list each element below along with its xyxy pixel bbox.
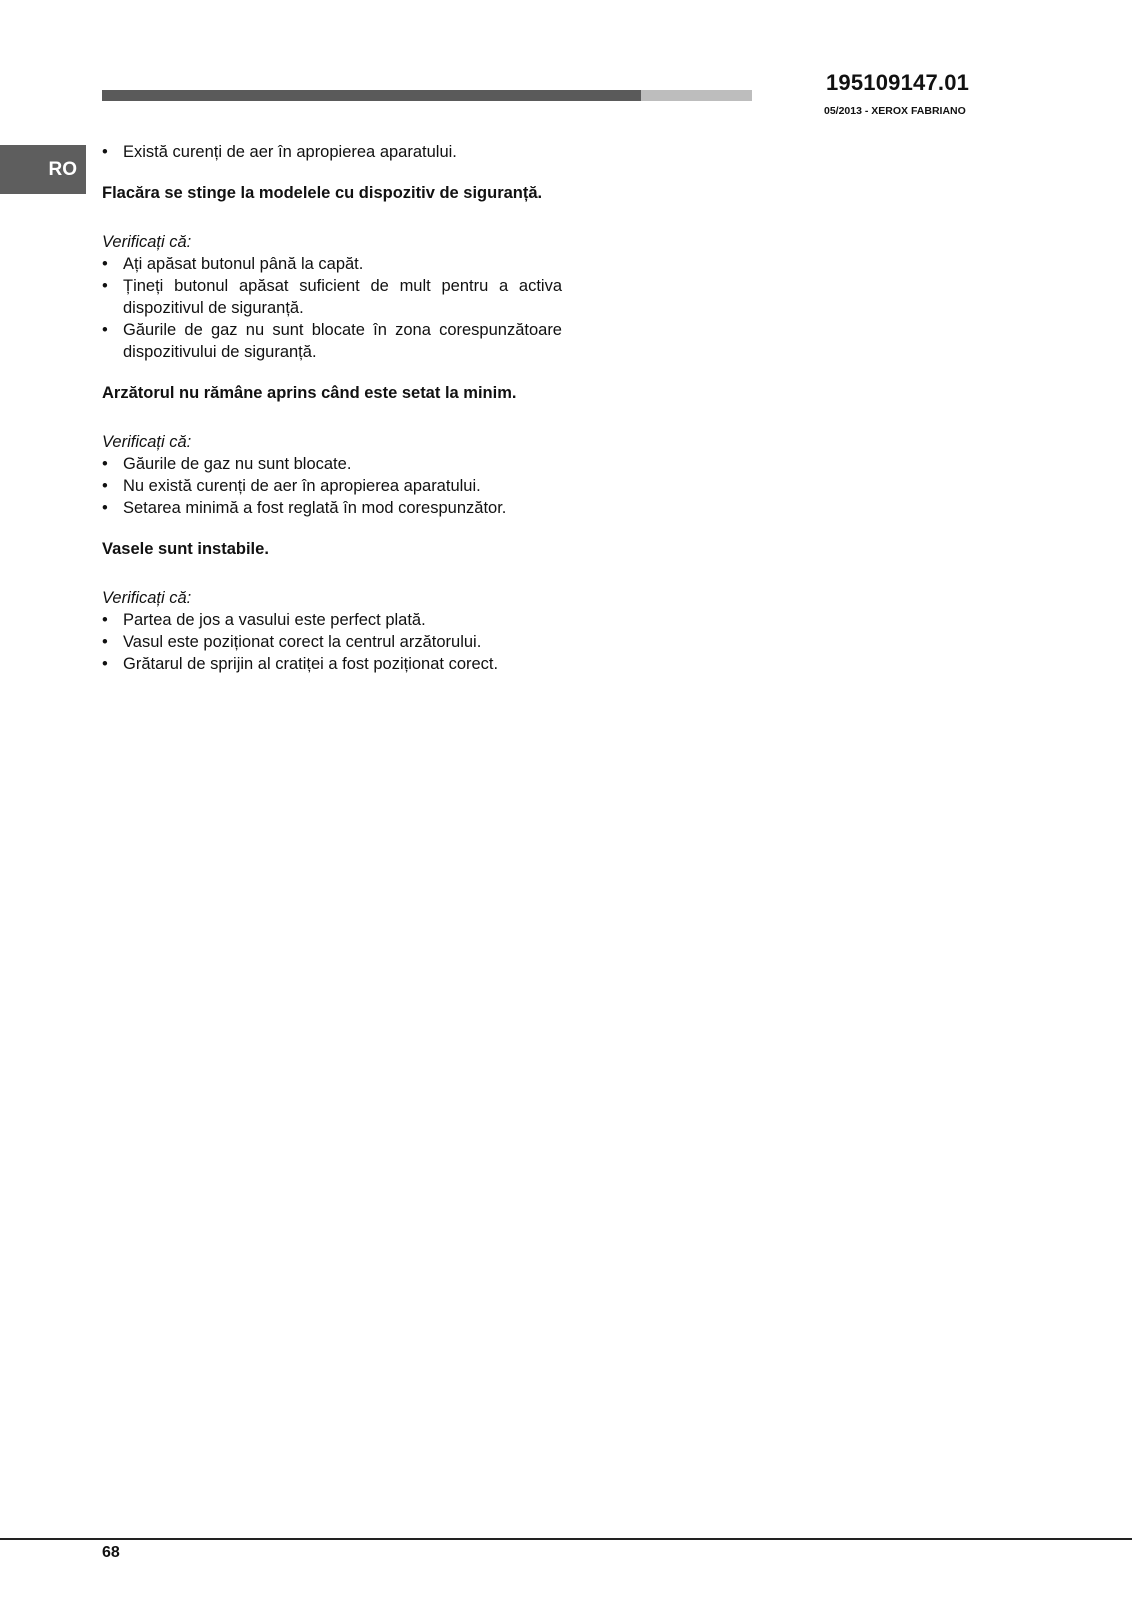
list-item: • Grătarul de sprijin al cratiței a fost poziționat corect. xyxy=(102,653,562,675)
list-item: • Vasul este poziționat corect la centrul arzătorului. xyxy=(102,631,562,653)
page-number: 68 xyxy=(102,1544,120,1561)
section-2 xyxy=(102,382,562,519)
header-rule xyxy=(102,90,752,101)
main-content xyxy=(102,141,562,675)
section-heading: Arzătorul nu rămâne aprins când este setat la minim. xyxy=(102,384,517,402)
footer-rule xyxy=(0,1538,1132,1540)
list-item: • Găurile de gaz nu sunt blocate. xyxy=(102,453,562,475)
list-item: • Partea de jos a vasului este perfect plată. xyxy=(102,609,562,631)
language-tab-label: RO xyxy=(48,158,77,180)
list-item: • Țineți butonul apăsat suficient de mult pentru a activa dispozitivul de siguranță. xyxy=(102,275,562,319)
print-info: 05/2013 - XEROX FABRIANO xyxy=(824,105,966,117)
intro-bullet: • Există curenți de aer în apropierea aparatului. xyxy=(102,141,562,163)
section-heading: Flacăra se stinge la modelele cu dispozitiv de siguranță. xyxy=(102,184,543,202)
section-3 xyxy=(102,538,562,675)
check-label: Verificați că: xyxy=(102,233,192,251)
check-label: Verificați că: xyxy=(102,433,192,451)
section-1 xyxy=(102,182,562,363)
list-item: • Nu există curenți de aer în apropierea aparatului. xyxy=(102,475,562,497)
list-item: • Găurile de gaz nu sunt blocate în zona corespunzătoare dispozitivului de siguranță. xyxy=(102,319,562,363)
document-code: 195109147.01 xyxy=(826,70,970,95)
header-rule-dark xyxy=(102,90,641,101)
check-label: Verificați că: xyxy=(102,589,192,607)
section-heading: Vasele sunt instabile. xyxy=(102,540,269,558)
list-item: • Ați apăsat butonul până la capăt. xyxy=(102,253,562,275)
header-rule-light xyxy=(641,90,752,101)
list-item: • Setarea minimă a fost reglată în mod corespunzător. xyxy=(102,497,562,519)
language-tab xyxy=(0,145,86,194)
